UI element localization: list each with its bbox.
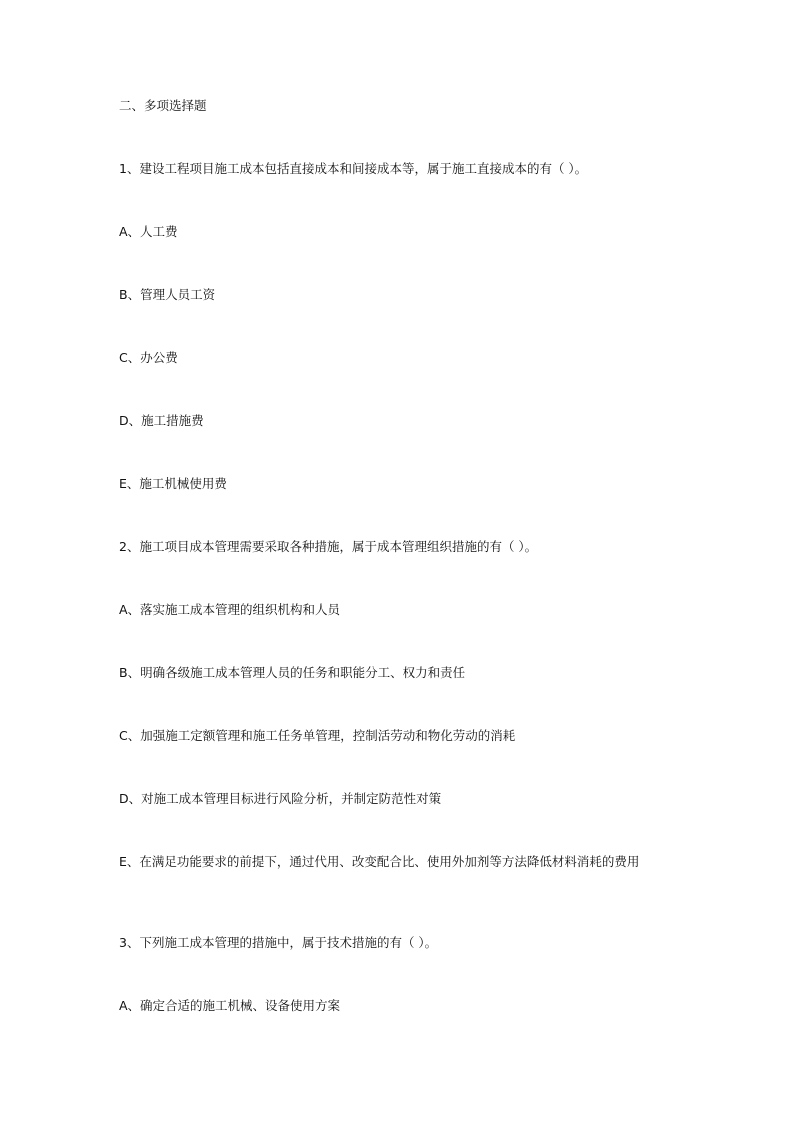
section-title: 二、多项选择题 xyxy=(119,98,207,113)
question-2-option-e: E、在满足功能要求的前提下，通过代用、改变配合比、使用外加剂等方法降低材料消耗的费用 xyxy=(119,854,640,869)
question-2-option-a: A、落实施工成本管理的组织机构和人员 xyxy=(119,602,341,617)
question-2-option-c: C、加强施工定额管理和施工任务单管理，控制活劳动和物化劳动的消耗 xyxy=(119,728,516,743)
question-2-option-b: B、明确各级施工成本管理人员的任务和职能分工、权力和责任 xyxy=(119,665,466,680)
question-2-stem: 2、施工项目成本管理需要采取各种措施，属于成本管理组织措施的有（ ）。 xyxy=(119,539,538,554)
question-1-option-a: A、人工费 xyxy=(119,224,178,239)
question-1-option-d: D、施工措施费 xyxy=(119,413,204,428)
question-2-option-d: D、对施工成本管理目标进行风险分析，并制定防范性对策 xyxy=(119,791,442,806)
question-1-option-e: E、施工机械使用费 xyxy=(119,476,227,491)
question-3-stem: 3、下列施工成本管理的措施中，属于技术措施的有（ ）。 xyxy=(119,935,438,950)
question-1-option-b: B、管理人员工资 xyxy=(119,287,216,302)
question-3-option-a: A、确定合适的施工机械、设备使用方案 xyxy=(119,998,341,1013)
question-1-option-c: C、办公费 xyxy=(119,350,178,365)
question-1-stem: 1、建设工程项目施工成本包括直接成本和间接成本等，属于施工直接成本的有（ ）。 xyxy=(119,161,588,176)
